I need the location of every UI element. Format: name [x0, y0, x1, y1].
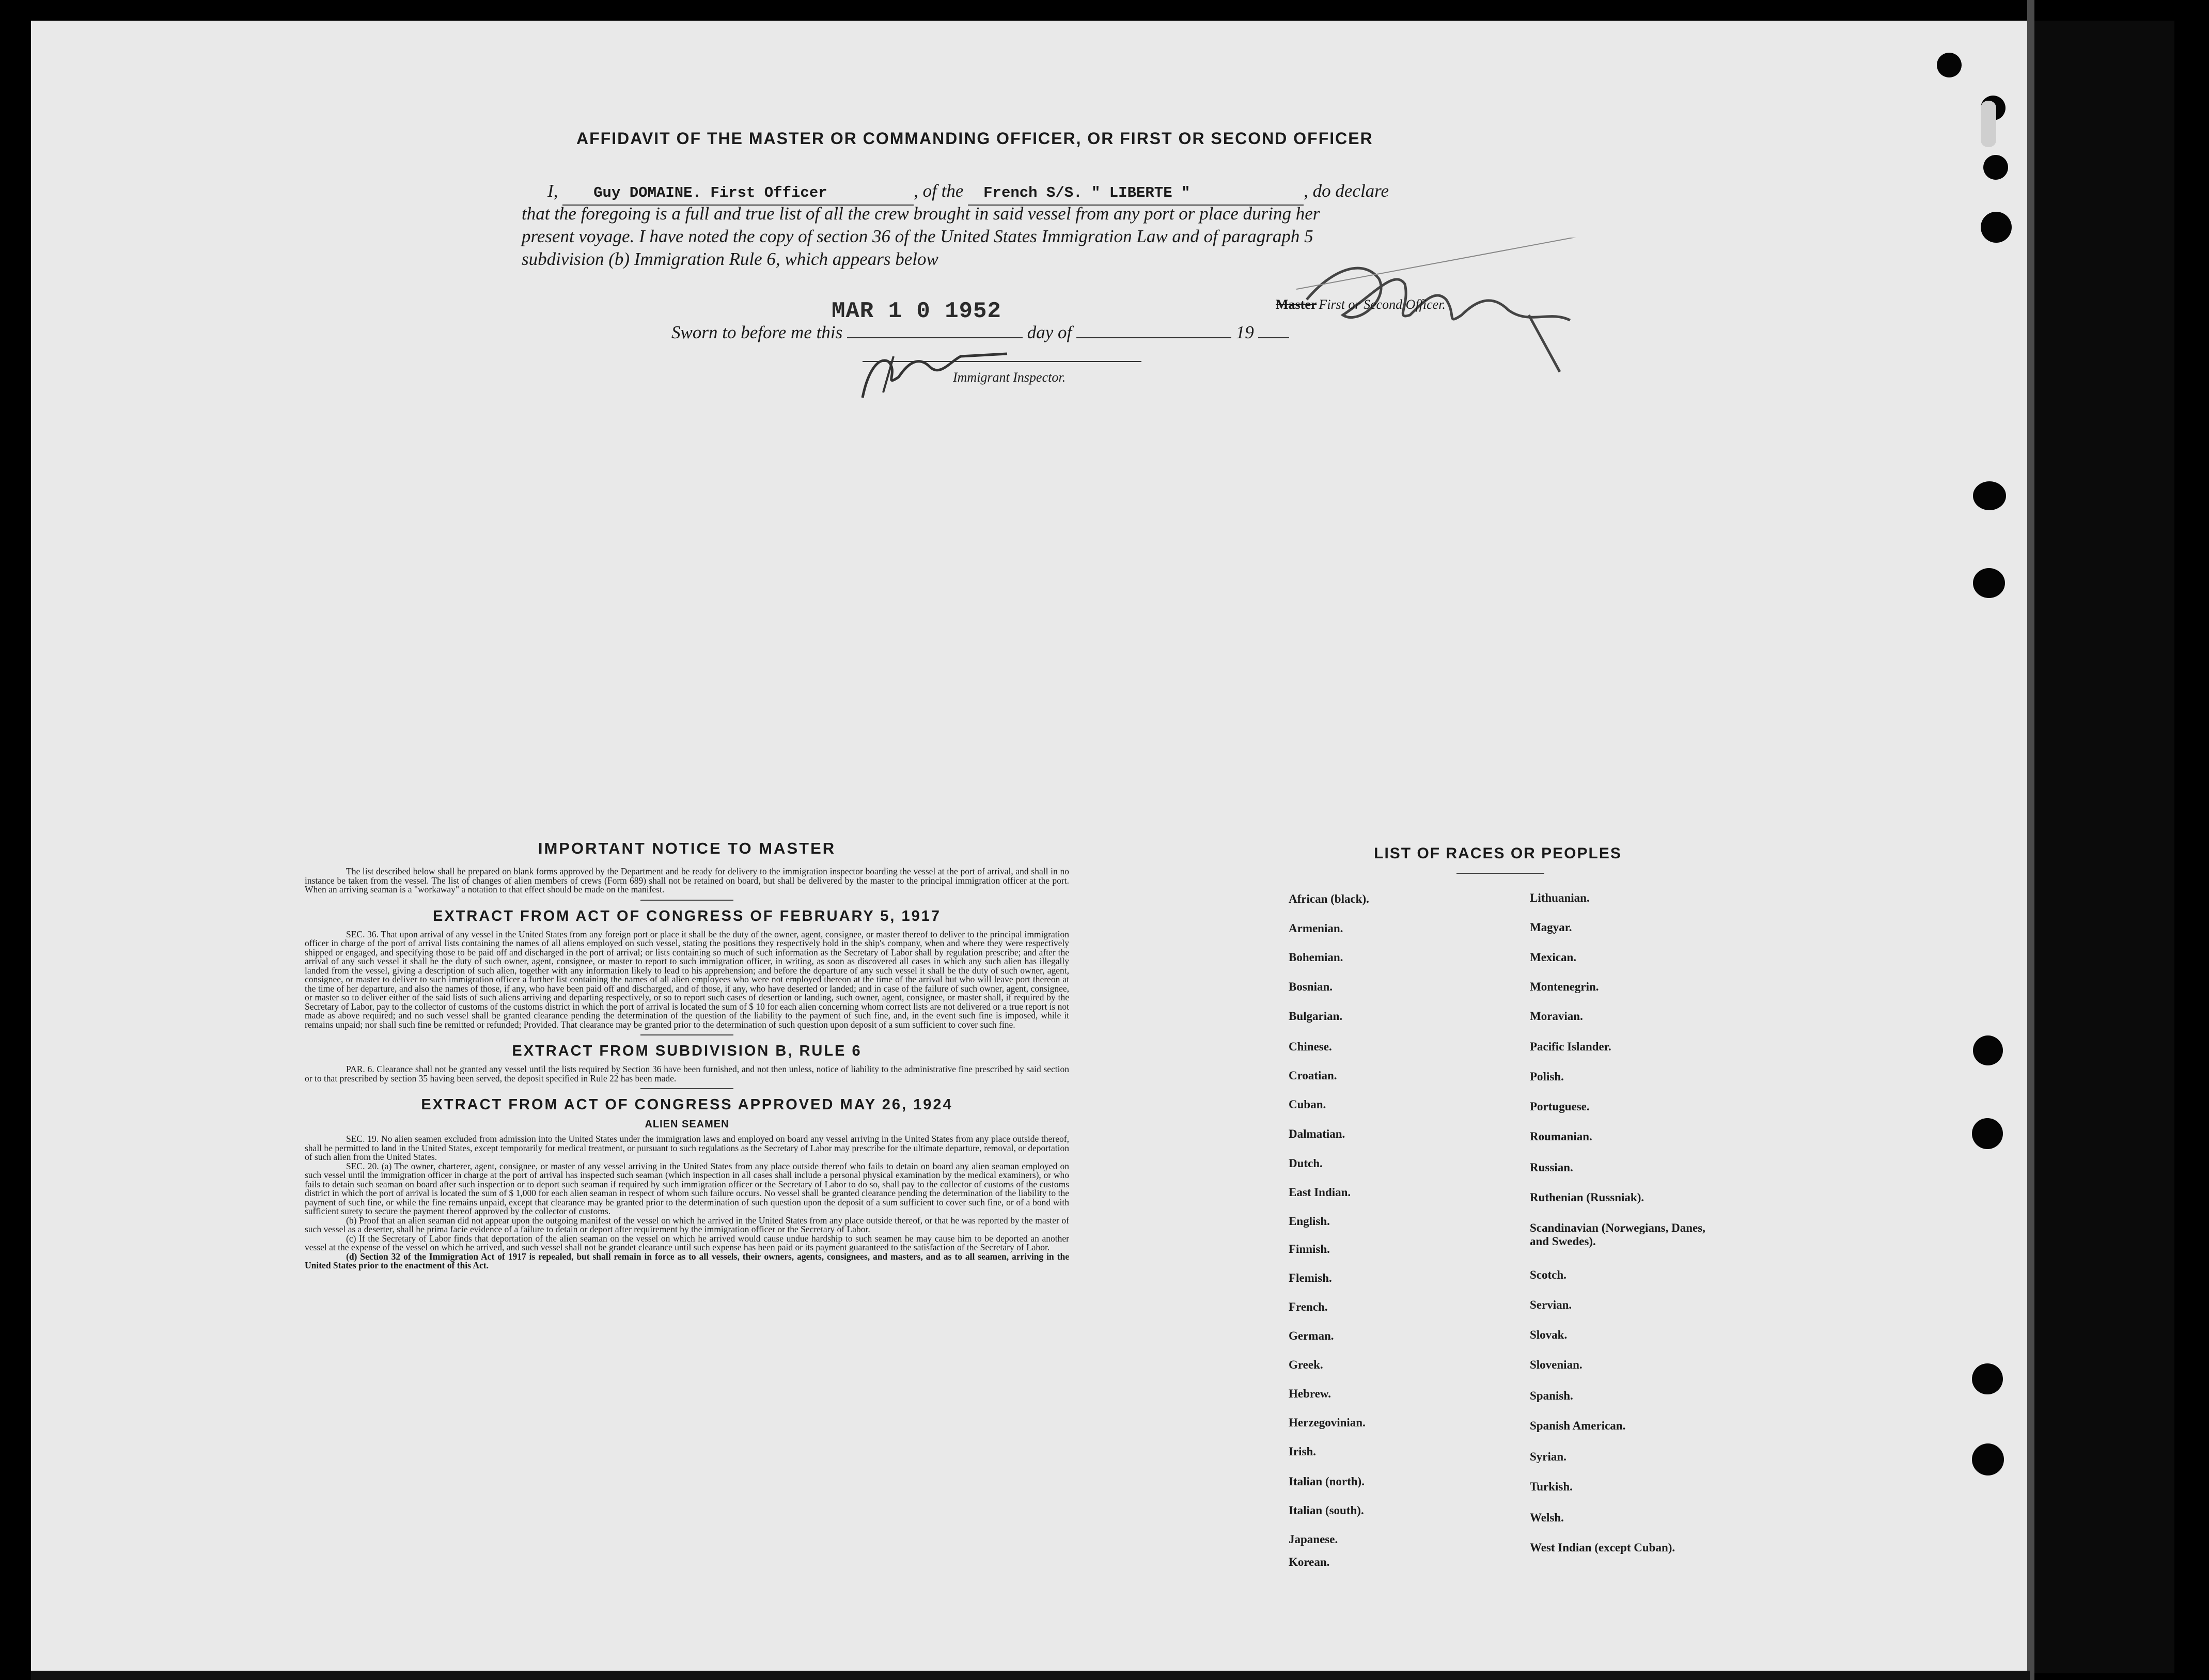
race-item: African (black).	[1289, 892, 1369, 905]
race-item: Bulgarian.	[1289, 1010, 1343, 1023]
extract-1924-sec20c: (c) If the Secretary of Labor finds that deportation of the alien seaman on the vessel on which he arrived would cause undue hardship to such seamen he may cause him to be deported an another vessel at the expense of the vessel on which he arrived, and such vessel shall not be grandet clearance until such expense has been paid or its payment guaranteed to the satisfaction of the Secretary of Labor.	[305, 1233, 1069, 1252]
race-item: Flemish.	[1289, 1271, 1332, 1284]
punch-hole	[1973, 568, 2005, 598]
race-item: Polish.	[1530, 1070, 1564, 1083]
race-item: English.	[1289, 1215, 1330, 1228]
race-item: Cuban.	[1289, 1098, 1326, 1111]
race-item: Chinese.	[1289, 1040, 1332, 1053]
punch-hole	[1973, 1035, 2003, 1065]
race-item: Slovak.	[1530, 1328, 1568, 1341]
race-item: Portuguese.	[1530, 1100, 1590, 1113]
race-item: Irish.	[1289, 1445, 1317, 1458]
extract-1924-sec19: SEC. 19. No alien seamen excluded from admission into the United States under the immigration laws and employed on board any vessel arriving in the United States from any place outside thereof, shall be permitted to land in the United States, except temporarily for medical treatment, or pursuant to such regulations as the Secretary of Labor may prescribe for the ultimate departure, removal, or deportation of such alien from the United States.	[305, 1134, 1069, 1162]
race-item: Pacific Islander.	[1530, 1040, 1611, 1053]
extract-1924-sec20a: SEC. 20. (a) The owner, charterer, agent, consignee, or master of any vessel arriving in the United States from any place outside thereof who fails to detain on board any alien seaman employed on such vessel until the immigration officer in charge at the port of arrival has inspected such seaman (which inspection in all cases shall include a personal physical examination by the medical examiners), or who fails to detain such seaman on board after such inspection or to deport such seaman if required by such immigration officer or the Secretary of Labor to do so, shall pay to the collector of customs of the customs district in which the port of arrival is located the sum of $ 1,000 for each alien seaman in respect of whom such failure occurs. No vessel shall be granted clearance pending the determination of the liability to the payment of such fine, or while the fine remains unpaid, except that clearance may be granted prior to the determination of such question upon the deposit of a sum sufficient to cover such fine, or of a bond with sufficient surety to secure the payment thereof approved by the collector of customs.	[305, 1160, 1069, 1216]
race-item: Korean.	[1289, 1556, 1330, 1568]
race-item: Dalmatian.	[1289, 1127, 1345, 1140]
notice-body: The list described below shall be prepared on blank forms approved by the Department and be ready for delivery to the immigration inspector boarding the vessel at the port of arrival, and shall in no instance be taken from the vessel. The list of changes of alien members of crews (Form 689) shall not be retained on board, but shall be delivered by the master to the principal immigration officer at the port. When an arriving seaman is a "workaway" a notation to that effect should be made on the manifest.	[305, 866, 1069, 894]
extract-rule6-title: EXTRACT FROM SUBDIVISION B, RULE 6	[512, 1043, 862, 1059]
declaration-suffix: , do declare	[1304, 181, 1389, 201]
declaration-mid: , of the	[914, 181, 964, 201]
races-title: LIST OF RACES OR PEOPLES	[1374, 845, 1622, 862]
date-stamp: MAR 1 0 1952	[832, 299, 1001, 324]
page-edge	[2027, 0, 2034, 1680]
race-item: Lithuanian.	[1530, 891, 1590, 904]
extract-1924-sec20d: (d) Section 32 of the Immigration Act of 1917 is repealed, but shall remain in force as to all vessels, their owners, agents, consignees, and masters, and as to all seamen, arriving in the United States prior to the enactment of this Act.	[305, 1251, 1069, 1270]
extract-1924-sec20b: (b) Proof that an alien seaman did not appear upon the outgoing manifest of the vessel on which he arrived in the United States from any place outside thereof, or that he was reported by the master of such vessel as a deserter, shall be prima facie evidence of a failure to detain or deport after requirement by the immigration officer or the Secretary of Labor.	[305, 1215, 1069, 1234]
race-item: Italian (north).	[1289, 1475, 1365, 1488]
declaration-line-1	[547, 180, 1487, 206]
race-item: Magyar.	[1530, 921, 1572, 934]
race-item: Scandinavian (Norwegians, Danes, and Swedes).	[1530, 1221, 1705, 1248]
race-item: French.	[1289, 1300, 1328, 1313]
race-item: Roumanian.	[1530, 1130, 1592, 1143]
divider	[640, 1088, 733, 1089]
race-item: Bosnian.	[1289, 980, 1333, 993]
races-divider	[1456, 873, 1544, 874]
extract-1924-subtitle: ALIEN SEAMEN	[645, 1119, 729, 1130]
race-item: Syrian.	[1530, 1450, 1566, 1463]
affidavit-title: AFFIDAVIT OF THE MASTER OR COMMANDING OFFICER, OR FIRST OR SECOND OFFICER	[576, 129, 1373, 148]
officer-signature-line	[1276, 297, 1482, 312]
race-item: Scotch.	[1530, 1268, 1566, 1281]
declaration-line-3: present voyage. I have noted the copy of section 36 of the United States Immigration Law and of paragraph 5	[522, 226, 1313, 246]
extract-1924-title: EXTRACT FROM ACT OF CONGRESS APPROVED MAY 26, 1924	[421, 1096, 953, 1113]
divider	[640, 1034, 733, 1035]
declaration-prefix: I,	[547, 181, 558, 201]
race-item: Welsh.	[1530, 1511, 1564, 1524]
punch-hole	[1983, 155, 2008, 180]
sworn-label: Sworn to before me this	[671, 322, 843, 342]
race-item: Armenian.	[1289, 922, 1343, 935]
extract-rule6-body: PAR. 6. Clearance shall not be granted any vessel until the lists required by Section 36 have been furnished, and not then unless, notice of liability to the administrative fine prescribed by said section or to that prescribed by section 35 having been served, the deposit specified in Rule 22 has been made.	[305, 1064, 1069, 1084]
race-item: German.	[1289, 1329, 1334, 1342]
race-item: Russian.	[1530, 1161, 1573, 1174]
officer-signature-caption: First or Second Officer.	[1319, 297, 1446, 312]
notice-section	[305, 839, 1069, 1270]
day-of-label: day of	[1027, 322, 1072, 342]
binding-margin	[2030, 21, 2174, 1673]
race-item: Moravian.	[1530, 1010, 1583, 1023]
page-bottom-edge	[31, 1671, 2030, 1680]
declaration-line-2: that the foregoing is a full and true list of all the crew brought in said vessel from any port or place during her	[522, 203, 1320, 224]
punch-hole	[1972, 1363, 2003, 1394]
declaration-line-4: subdivision (b) Immigration Rule 6, which appears below	[522, 249, 938, 269]
officer-name-field: Guy DOMAINE. First Officer	[562, 182, 914, 206]
race-item: East Indian.	[1289, 1186, 1351, 1199]
notice-title: IMPORTANT NOTICE TO MASTER	[538, 839, 836, 857]
punch-hole	[1937, 53, 1962, 77]
race-item: Spanish.	[1530, 1389, 1573, 1402]
inspector-label: Immigrant Inspector.	[953, 370, 1066, 385]
race-item: Hebrew.	[1289, 1387, 1331, 1400]
race-item: West Indian (except Cuban).	[1530, 1541, 1675, 1554]
race-item: Greek.	[1289, 1358, 1323, 1371]
divider	[640, 900, 733, 901]
punch-hole	[1973, 481, 2006, 510]
race-item: Mexican.	[1530, 951, 1577, 964]
race-item: Turkish.	[1530, 1480, 1573, 1493]
race-item: Ruthenian (Russniak).	[1530, 1191, 1644, 1204]
punch-hole	[1981, 101, 1996, 147]
race-item: Bohemian.	[1289, 951, 1343, 964]
vessel-name-field: French S/S. " LIBERTE "	[968, 182, 1304, 206]
race-item: Finnish.	[1289, 1243, 1330, 1255]
year-prefix: 19	[1235, 322, 1254, 342]
extract-1917-body: SEC. 36. That upon arrival of any vessel in the United States from any foreign port or place it shall be the duty of the owner, agent, consignee, or master thereof to deliver to the principal immigration officer in charge of the port of arrival lists containing the names of all aliens employed on such vessel, stating the positions they respectively hold in the ship's company, when and where they were respectively shipped or engaged, and specifying those to be paid off and discharged in the port of arrival; or lists containing so much of such information as the Secretary of Labor shall by regulation prescribe; and after the arrival of any such vessel it shall be the duty of such owner, agent, consignee, or master to report to such immigration officer, in writing, as soon as discovered all cases in which any such alien has illegally landed from the vessel, giving a description of such alien, together with any information likely to lead to his apprehension; and before the departure of any such vessel it shall be the duty of such owner, agent, consignee, or master to deliver to such immigration officer a further list containing the names of all alien employees who were not employed thereon at the time of the arrival but who will leave port thereon at the time of her departure, and also the names of those, if any, who have been paid off and discharged, and of those, if any, who have deserted or landed; and in case of the failure of such owner, agent, consignee, or master so to deliver either of the said lists of such aliens arriving and departing respectively, or so to report such cases of desertion or landing, such owner, agent, consignee, or master shall, if required by the Secretary of Labor, pay to the collector of customs of the customs district in which the port of arrival is located the sum of $ 10 for each alien concerning whom correct lists are not delivered or a true report is not made as above required; and no such vessel shall be granted clearance pending the determination of the question of the liability to the payment of such fine, and, in the event such fine is imposed, while it remains unpaid; nor shall such fine be remitted or refunded; Provided. That clearance may be granted prior to the determination of such question upon deposit of a sum sufficient to cover such fine.	[305, 929, 1069, 1030]
punch-hole	[1972, 1118, 2003, 1149]
race-item: Servian.	[1530, 1298, 1572, 1311]
punch-hole	[1972, 1443, 2004, 1475]
punch-hole	[1981, 212, 2012, 243]
race-item: Dutch.	[1289, 1157, 1323, 1170]
race-item: Spanish American.	[1530, 1419, 1626, 1432]
race-item: Croatian.	[1289, 1069, 1337, 1082]
race-item: Slovenian.	[1530, 1358, 1583, 1371]
struck-master-word: Master	[1276, 297, 1317, 312]
extract-1917-title: EXTRACT FROM ACT OF CONGRESS OF FEBRUARY 5, 1917	[432, 907, 942, 924]
race-item: Herzegovinian.	[1289, 1416, 1366, 1429]
race-item: Italian (south).	[1289, 1504, 1364, 1517]
race-item: Montenegrin.	[1530, 980, 1599, 993]
race-item: Japanese.	[1289, 1533, 1338, 1546]
